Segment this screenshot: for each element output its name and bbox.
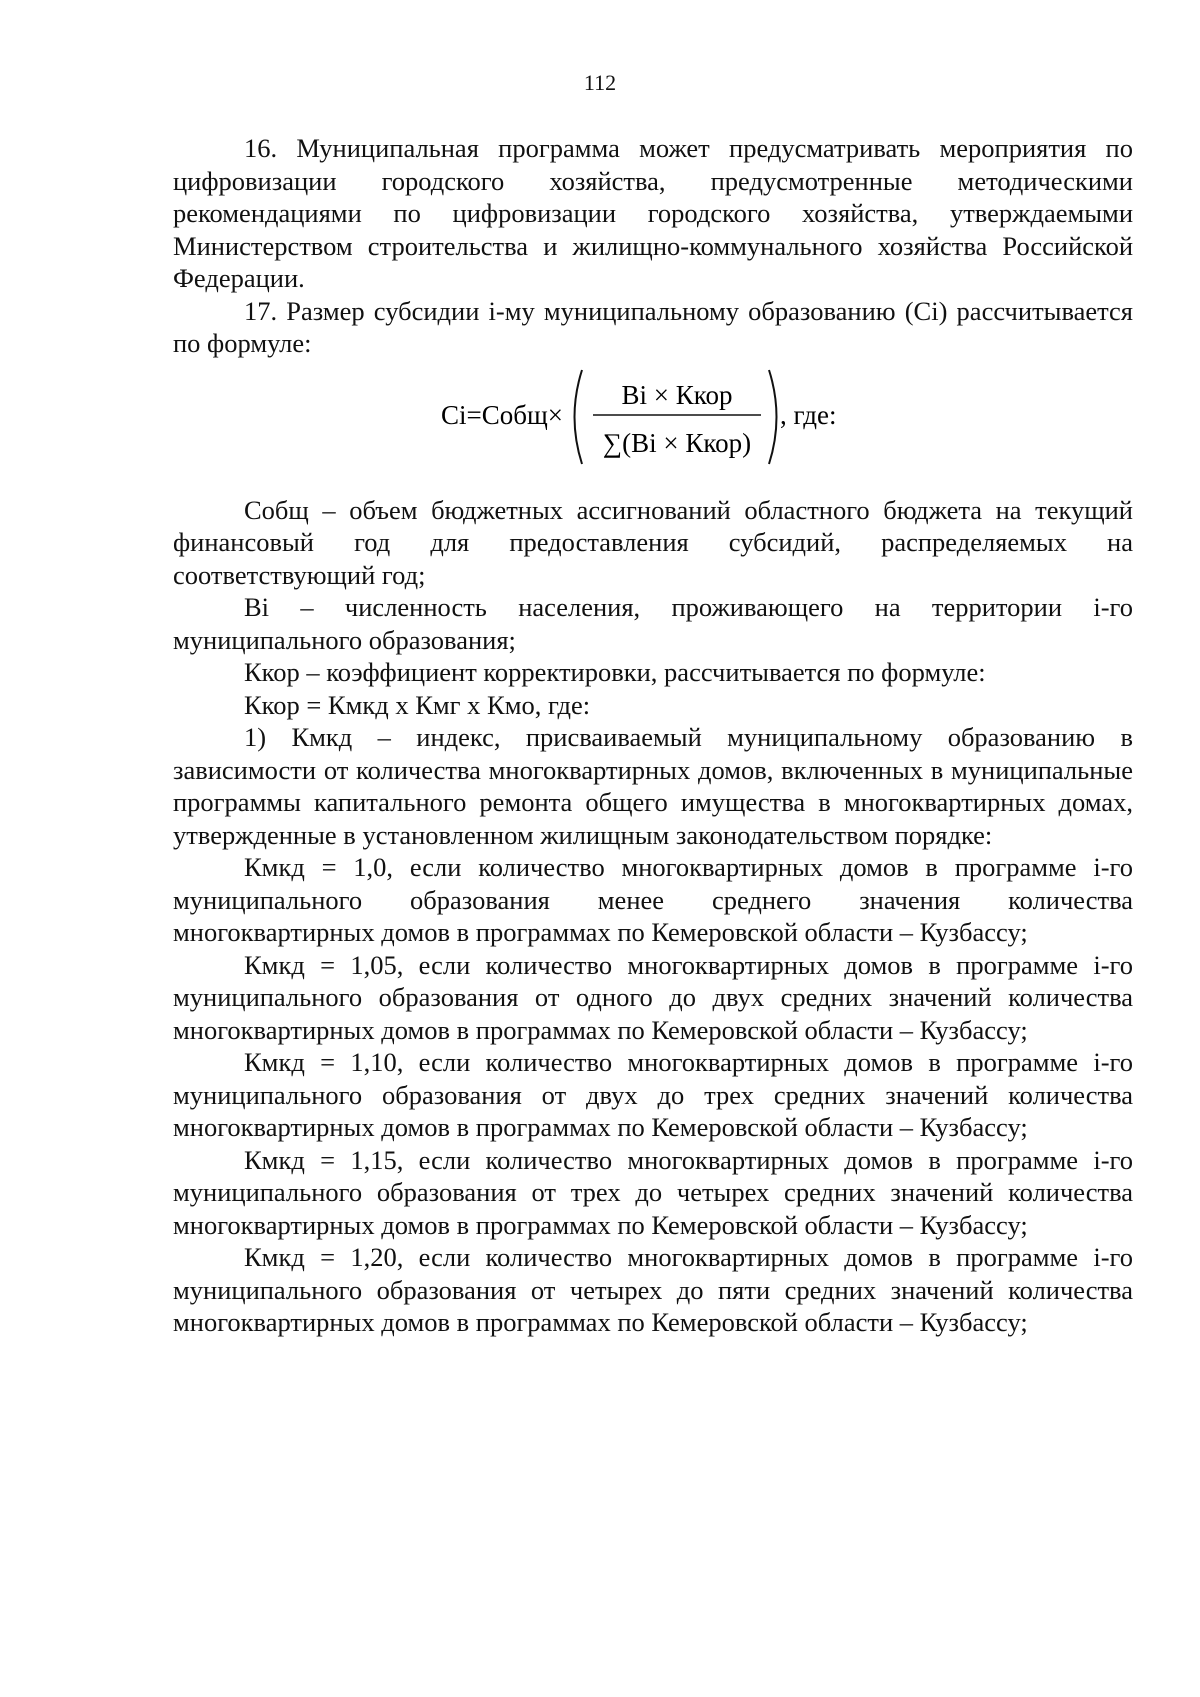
page-number: 112 bbox=[583, 70, 617, 95]
kmkd-1-05: Кмкд = 1,05, если количество многоквартирных домов в программе i-го муниципального образования от одного до двух средних значений количества многоквартирных домов в программах по Кемеровской области – Кузбассу; bbox=[173, 949, 1133, 1045]
definition-kkor: Ккор – коэффициент корректировки, рассчитывается по формуле: bbox=[244, 657, 986, 687]
formula-suffix: , где: bbox=[780, 399, 837, 430]
document-body bbox=[173, 132, 1133, 1339]
right-paren bbox=[769, 370, 777, 464]
definition-bi: Bi – численность населения, проживающего на территории i-го муниципального образования; bbox=[173, 592, 1133, 655]
paragraph-17: 17. Размер субсидии i-му муниципальному образованию (Ci) рассчитывается по формуле: bbox=[173, 295, 1133, 358]
paragraph-16: 16. Муниципальная программа может предусматривать мероприятия по цифровизации городского хозяйства, предусмотренные методическими рекомендациями по цифровизации городского хозяйства, утверждаемыми Министерством строительства и жилищно-коммунального хозяйства Российской Федерации. bbox=[173, 133, 1133, 293]
kmkd-1-20: Кмкд = 1,20, если количество многоквартирных домов в программе i-го муниципального образования от четырех до пяти средних значений количества многоквартирных домов в программах по Кемеровской области – Кузбассу; bbox=[173, 1242, 1133, 1337]
formula-denominator: ∑(Bi × Ккор) bbox=[602, 427, 752, 458]
item-1-kmkd: 1) Кмкд – индекс, присваиваемый муниципальному образованию в зависимости от количества многоквартирных домов, включенных в муниципальные программы капитального ремонта общего имущества в многоквартирных домах, утвержденные в установленном жилищным законодательством порядке: bbox=[173, 722, 1133, 850]
subsidy-formula bbox=[441, 366, 1133, 468]
kmkd-1-0: Кмкд = 1,0, если количество многоквартирных домов в программе i-го муниципального образования менее среднего значения количества многоквартирных домов в программах по Кемеровской области – Кузбассу; bbox=[173, 852, 1133, 947]
left-paren bbox=[575, 370, 583, 464]
kmkd-1-15: Кмкд = 1,15, если количество многоквартирных домов в программе i-го муниципального образования от трех до четырех средних значений количества многоквартирных домов в программах по Кемеровской области – Кузбассу; bbox=[173, 1144, 1133, 1240]
kkor-formula: Ккор = Кмкд х Кмг х Кмо, где: bbox=[244, 689, 591, 720]
definition-sobsh: Собщ – объем бюджетных ассигнований областного бюджета на текущий финансовый год для предоставления субсидий, распределяемых на соответствующий год; bbox=[173, 494, 1133, 590]
formula-numerator: Bi × Ккор bbox=[621, 379, 733, 410]
kmkd-1-10: Кмкд = 1,10, если количество многоквартирных домов в программе i-го муниципального образования от двух до трех средних значений количества многоквартирных домов в программах по Кемеровской области – Кузбассу; bbox=[173, 1047, 1133, 1142]
subsidy-formula-svg bbox=[441, 366, 871, 468]
formula-lhs: Ci=Собщ× bbox=[441, 399, 564, 430]
